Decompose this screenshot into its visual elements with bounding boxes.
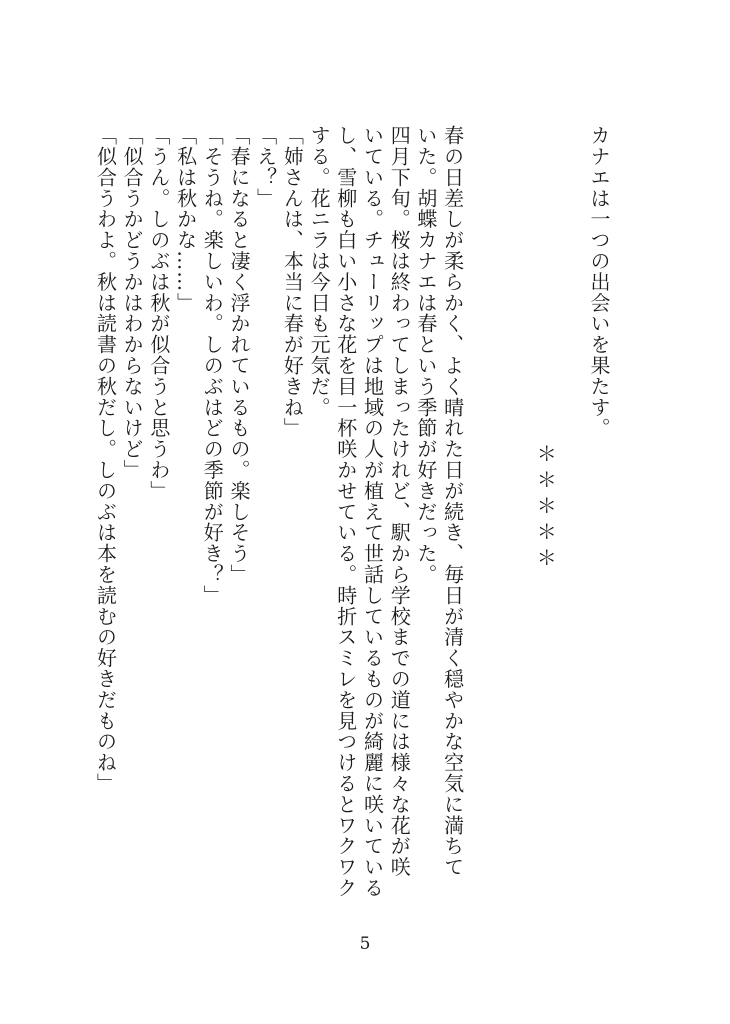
dialogue-line: 「え？」	[253, 125, 278, 209]
dialogue-line: 「春になると凄く浮かれているもの。楽しそう」	[226, 125, 251, 585]
dialogue-line: 「似合うかどうかはわからないけど」	[120, 125, 145, 481]
vertical-text-body	[92, 125, 612, 899]
dialogue-line: 「似合うわよ。秋は読書の秋だし。しのぶは本を読むの好きだものね」	[93, 125, 118, 794]
text-line: いている。チューリップは地域の人が植えて世話しているものが綺麗に咲いている	[360, 125, 385, 899]
text-line: 四月下旬。桜は終わってしまったけれど、駅から学校までの道には様々な花が咲	[387, 125, 412, 878]
dialogue-line: 「姉さんは、本当に春が好きね」	[280, 125, 305, 439]
dialogue-line: 「そうね。楽しいわ。しのぶはどの季節が好き？」	[200, 125, 225, 606]
chapter-heading: カナエは一つの出会いを果たす。	[587, 125, 611, 439]
text-line: し、雪柳も白い小さな花を目一杯咲かせている。時折スミレを見つけるとワクワク	[333, 125, 358, 899]
text-line: する。花ニラは今日も元気だ。	[307, 125, 332, 418]
dialogue-line: 「うん。しのぶは秋が似合うと思うわ」	[146, 125, 171, 502]
text-line: いた。胡蝶カナエは春という季節が好きだった。	[413, 125, 438, 585]
text-line: 春の日差しが柔らかく、よく晴れた日が続き、毎日が清く穏やかな空気に満ちて	[440, 125, 465, 878]
section-separator: ＊＊＊＊＊	[533, 443, 558, 573]
page-number: 5	[359, 934, 371, 954]
dialogue-line: 「私は秋かな……」	[173, 125, 198, 314]
